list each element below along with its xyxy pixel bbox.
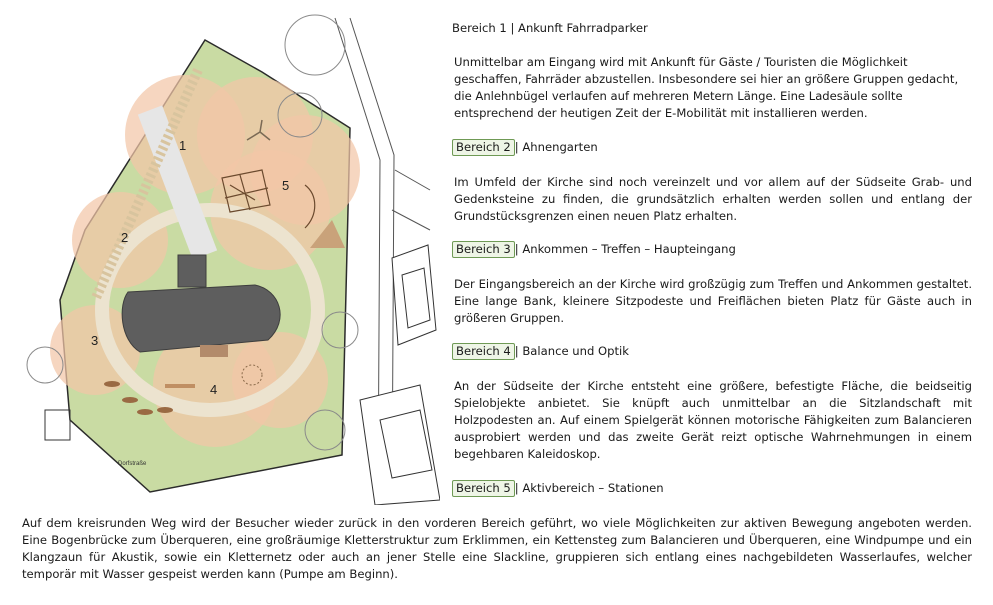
section-1-separator: | <box>510 21 515 35</box>
area-label-5: 5 <box>282 178 290 193</box>
section-5-text: Auf dem kreisrunden Weg wird der Besucher wieder zurück in den vorderen Bereich geführt, wo viele Möglichkeiten zur aktiven Bewegung angeboten werden. Eine Bogenbrücke zum Überqueren, eine großräumige Kletterstruktur zum Erklimmen, ein Kettensteg zum Balancieren und Überqueren, eine Windpumpe und ein Klangzaun für Akustik, sowie ein Kletternetz oder auch an jener Stelle eine Slackline, gruppieren sich entlang eines nachgebildeten Wasserlaufes, welcher temporär mit Wasser gespeist werden kann (Pumpe am Beginn). <box>22 516 972 581</box>
section-1-title: Ankunft Fahrradparker <box>518 21 648 35</box>
section-5-title: Aktivbereich – Stationen <box>522 481 664 495</box>
section-1-text: Unmittelbar am Eingang wird mit Ankunft für Gäste / Touristen die Möglichkeit geschaffen, Fahrräder abzustellen. Insbesondere sei hier an größere Gruppen gedacht, die Anlehnbügel verlaufen auf mehreren Metern Länge. Eine Ladesäule sollte entsprechend der heutigen Zeit der E-Mobilität mit installieren werden. <box>454 55 959 120</box>
section-4-number: Bereich 4 <box>452 343 515 360</box>
area-label-2: 2 <box>121 230 129 245</box>
section-2-number: Bereich 2 <box>452 139 515 156</box>
section-4-separator: | <box>514 344 519 358</box>
church-porch <box>200 345 228 357</box>
section-5-heading <box>452 480 664 497</box>
neighbour-buildings <box>360 245 440 505</box>
section-2-separator: | <box>514 140 519 154</box>
section-1-heading <box>452 20 648 37</box>
area-label-4: 4 <box>210 382 218 397</box>
balance-beam <box>165 384 195 388</box>
area-label-3: 3 <box>91 333 99 348</box>
site-plan <box>0 0 440 505</box>
section-2-text: Im Umfeld der Kirche sind noch vereinzelt und vor allem auf der Südseite Grab- und Gedenksteine zu finden, die grundsätzlich erhalten werden sollen und entlang der Grundstücksgrenzen einen neuen Platz erhalten. <box>454 175 972 223</box>
section-4-title: Balance und Optik <box>522 344 629 358</box>
entrance-gate <box>45 410 70 440</box>
section-3-separator: | <box>514 242 519 256</box>
section-2-heading <box>452 139 598 156</box>
section-1-number: Bereich 1 <box>452 21 507 35</box>
section-3-title: Ankommen – Treffen – Haupteingang <box>522 242 736 256</box>
section-2-title: Ahnengarten <box>522 140 598 154</box>
section-3-number: Bereich 3 <box>452 241 515 258</box>
street-label: Dorfstraße <box>118 461 147 467</box>
section-5-separator: | <box>514 481 519 495</box>
section-5-number: Bereich 5 <box>452 480 515 497</box>
section-4-heading <box>452 343 629 360</box>
section-3-heading <box>452 241 736 258</box>
area-label-1: 1 <box>179 138 187 153</box>
section-4-text: An der Südseite der Kirche entsteht eine größere, befestigte Fläche, die beidseitig Spielobjekte anbietet. Sie knüpft auch unmittelbar an die Sitzlandschaft mit Holzpodesten an. Auf einem Spielgerät können motorische Fähigkeiten zum Balancieren ausprobiert werden und das zweite Gerät reizt optische Wahrnehmungen in einem begehbaren Kaleidoskop. <box>454 379 972 461</box>
section-3-text: Der Eingangsbereich an der Kirche wird großzügig zum Treffen und Ankommen gestaltet. Eine lange Bank, kleinere Sitzpodeste und Freiflächen bieten Platz für Gäste auch in größeren Gruppen. <box>454 277 972 325</box>
